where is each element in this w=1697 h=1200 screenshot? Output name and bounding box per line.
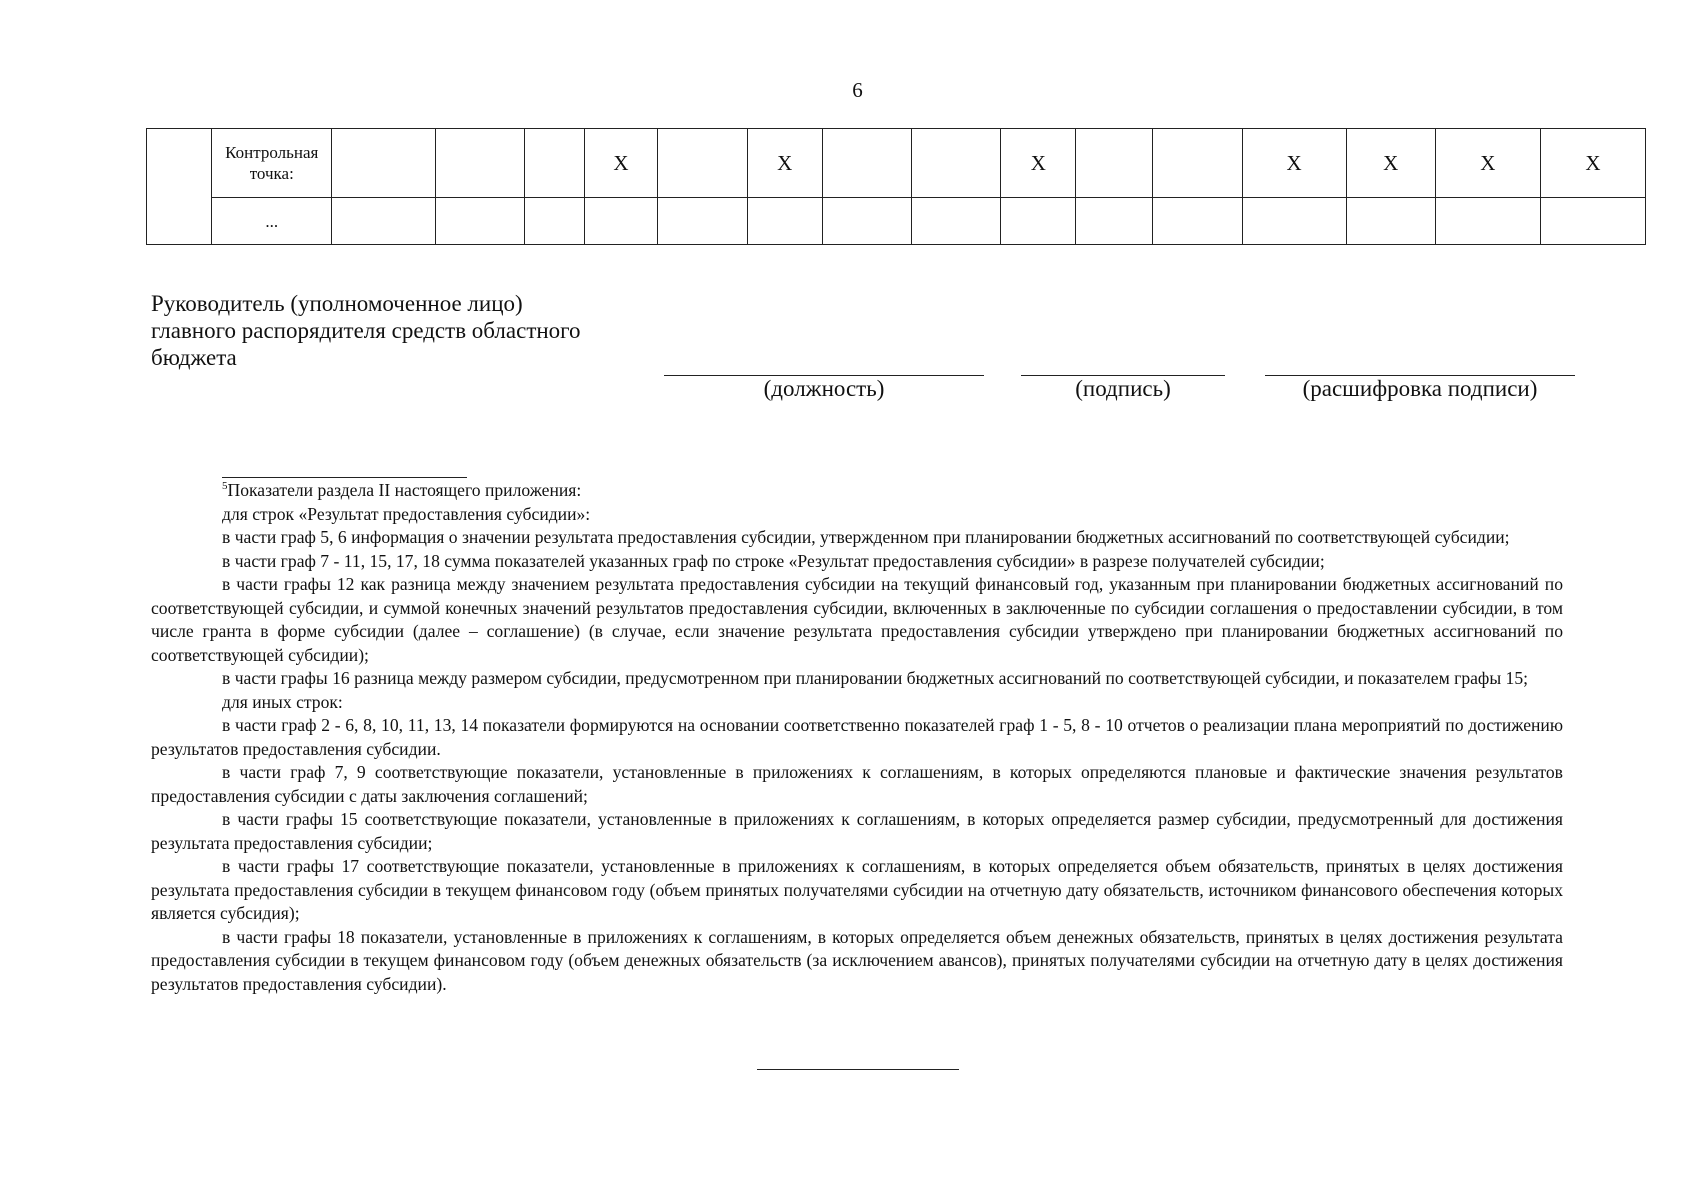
footnote-paragraph: для строк «Результат предоставления субсидии»: bbox=[222, 503, 591, 524]
signatory-title-line: Руководитель (уполномоченное лицо) bbox=[151, 291, 523, 316]
table-cell: X bbox=[1346, 129, 1435, 198]
table-cell bbox=[147, 129, 212, 245]
footnote bbox=[151, 479, 1563, 996]
table-cell bbox=[912, 198, 1001, 245]
signatory-title-line: главного распорядителя средств областного bbox=[151, 318, 581, 343]
table-cell bbox=[332, 198, 436, 245]
control-point-table bbox=[146, 128, 1646, 245]
table-cell bbox=[747, 198, 822, 245]
footnote-paragraph: в части графы 15 соответствующие показатели, установленные в приложениях к соглашениям, в которых определяется размер субсидии, предусмотренный для достижения результата предоставления субсидии; bbox=[151, 809, 1563, 853]
footnote-paragraph: в части графы 18 показатели, установленные в приложениях к соглашениям, в которых определяется объем денежных обязательств, принятых в целях достижения результата предоставления субсидии в текущем финансовом году (объем денежных обязательств (за исключением авансов), принятых получателями субсидии на отчетную дату в целях достижения результатов предоставления субсидии). bbox=[151, 926, 1563, 994]
table-cell: X bbox=[584, 129, 658, 198]
table-cell bbox=[435, 129, 524, 198]
footnote-paragraph: в части граф 7, 9 соответствующие показатели, установленные в приложениях к соглашениям, в которых определяются плановые и фактические значения результатов предоставления субсидии с даты заключения соглашений; bbox=[151, 762, 1563, 806]
page-number: 6 bbox=[852, 78, 863, 102]
table-row-ellipsis bbox=[147, 198, 1646, 245]
position-caption: (должность) bbox=[763, 376, 885, 401]
footnote-paragraph: в части граф 7 - 11, 15, 17, 18 сумма показателей указанных граф по строке «Результат предоставления субсидии» в разрезе получателей субсидии; bbox=[222, 550, 1325, 571]
signatory-title bbox=[151, 290, 581, 371]
table-cell bbox=[1153, 129, 1242, 198]
table-cell: X bbox=[1540, 129, 1645, 198]
signature-caption: (подпись) bbox=[1075, 376, 1171, 401]
table-cell bbox=[332, 129, 436, 198]
table-cell bbox=[1242, 198, 1346, 245]
table-cell bbox=[822, 198, 911, 245]
table-cell bbox=[525, 129, 584, 198]
footnote-separator bbox=[222, 477, 467, 478]
table-cell bbox=[1076, 198, 1153, 245]
footnote-paragraph: в части граф 2 - 6, 8, 10, 11, 13, 14 показатели формируются на основании соответственно показателей граф 1 - 5, 8 - 10 отчетов о реализации плана мероприятий по достижению результатов предоставления субсидии. bbox=[151, 715, 1563, 759]
table-cell: X bbox=[747, 129, 822, 198]
ellipsis-cell: ... bbox=[212, 198, 332, 245]
table-cell bbox=[1346, 198, 1435, 245]
table-cell bbox=[1540, 198, 1645, 245]
table-cell bbox=[822, 129, 911, 198]
table-cell bbox=[1435, 198, 1540, 245]
table-row-control-point bbox=[147, 129, 1646, 198]
table-cell bbox=[1076, 129, 1153, 198]
table-cell bbox=[1001, 198, 1076, 245]
table-cell bbox=[658, 129, 747, 198]
footnote-number: 5 bbox=[222, 480, 228, 493]
footnote-paragraph: $^5$Показатели раздела II настоящего приложения: bbox=[222, 480, 582, 500]
table-cell bbox=[435, 198, 524, 245]
decoding-caption: (расшифровка подписи) bbox=[1302, 376, 1538, 401]
control-point-label: Контрольная точка: bbox=[212, 129, 332, 198]
table-cell: X bbox=[1242, 129, 1346, 198]
footnote-paragraph: в части граф 5, 6 информация о значении результата предоставления субсидии, утвержденном при планировании бюджетных ассигнований по соответствующей субсидии; bbox=[222, 527, 1510, 547]
footnote-paragraph: в части графы 16 разница между размером субсидии, предусмотренном при планировании бюджетных ассигнований по соответствующей субсидии, и показателем графы 15; bbox=[222, 668, 1529, 688]
table-cell bbox=[525, 198, 584, 245]
table-cell bbox=[658, 198, 747, 245]
table-cell bbox=[912, 129, 1001, 198]
table-cell bbox=[1153, 198, 1242, 245]
footnote-paragraph: в части графы 12 как разница между значением результата предоставления субсидии на текущий финансовый год, указанным при планировании бюджетных ассигнований по соответствующей субсидии, и суммой конечных значений результатов предоставления субсидии, включенных в заключенные по субсидии соглашения о предоставлении субсидии, в том числе гранта в форме субсидии (далее – соглашение) (в случае, если значение результата предоставления субсидии утверждено при планировании бюджетных ассигнований по соответствующей субсидии); bbox=[151, 574, 1563, 665]
end-separator bbox=[757, 1069, 959, 1070]
signatory-title-line: бюджета bbox=[151, 345, 237, 370]
footnote-paragraph: в части графы 17 соответствующие показатели, установленные в приложениях к соглашениям, в которых определяется объем обязательств, принятых в целях достижения результата предоставления субсидии в текущем финансовом году (объем принятых получателями субсидии на отчетную дату обязательств, источником финансового обеспечения которых является субсидия); bbox=[151, 856, 1563, 923]
footnote-paragraph: для иных строк: bbox=[222, 691, 343, 712]
table-cell bbox=[584, 198, 658, 245]
table-cell: X bbox=[1001, 129, 1076, 198]
table-cell: X bbox=[1435, 129, 1540, 198]
